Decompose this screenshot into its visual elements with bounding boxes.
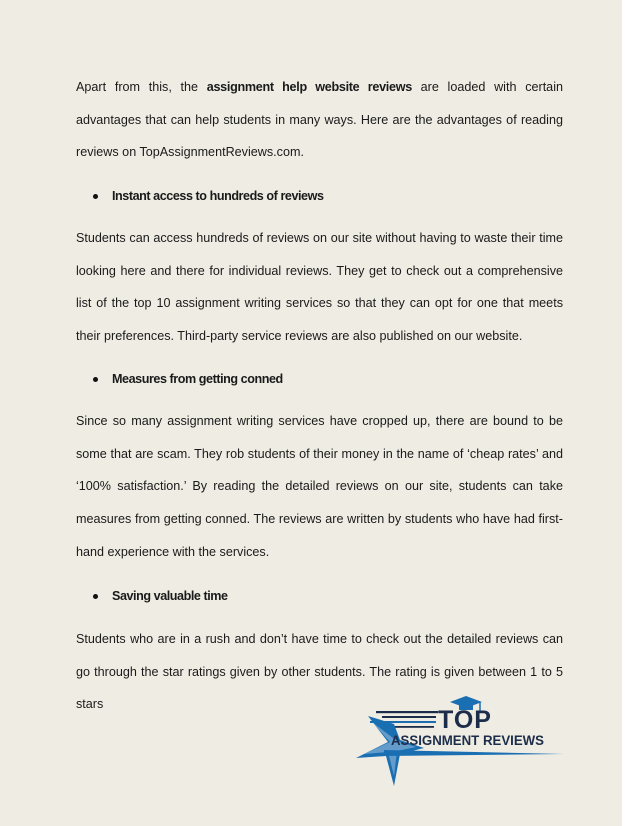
section-paragraph-1: Students can access hundreds of reviews on our site without having to waste their time looking here and there for individual reviews. They get to check out a comprehensive list of the top 10 assignment writing services so that they can opt for one that meets their preferences. Third-party service reviews are also published on our website. — [76, 231, 563, 344]
top-assignment-reviews-logo — [354, 696, 566, 788]
section-heading: Instant access to hundreds of reviews — [112, 189, 324, 203]
logo-top-text: TOP — [438, 706, 492, 734]
intro-paragraph — [76, 71, 563, 169]
intro-emphasis: assignment help website reviews — [206, 80, 412, 94]
intro-text-after: are loaded with certain advantages that can help students in many ways. Here are the advantages of reading reviews on TopAssignmentReviews.com. — [76, 80, 563, 160]
intro-text-before: Apart from this, the — [76, 80, 207, 94]
bullet-dot-icon — [93, 594, 98, 599]
bullet-heading-2 — [76, 363, 283, 396]
section-paragraph-2: Since so many assignment writing services have cropped up, there are bound to be some that are scam. They rob students of their money in the name of ‘cheap rates’ and ‘100% satisfaction.’ By reading the detailed reviews on our site, students can take measures from getting conned. The reviews are written by students who have had first-hand experience with the services. — [76, 414, 563, 559]
section-paragraph-3: Students who are in a rush and don’t have time to check out the detailed reviews can go through the star ratings given by other students. The rating is given between 1 to 5 stars — [76, 632, 563, 712]
page-edge — [622, 0, 638, 826]
logo-graphic — [354, 696, 566, 788]
bullet-heading-1 — [76, 180, 324, 213]
logo-subtitle-text: ASSIGNMENT REVIEWS — [391, 733, 544, 749]
bullet-dot-icon — [93, 377, 98, 382]
section-heading: Saving valuable time — [112, 589, 228, 603]
bullet-dot-icon — [93, 194, 98, 199]
bullet-heading-3 — [76, 580, 228, 613]
section-heading: Measures from getting conned — [112, 372, 283, 386]
